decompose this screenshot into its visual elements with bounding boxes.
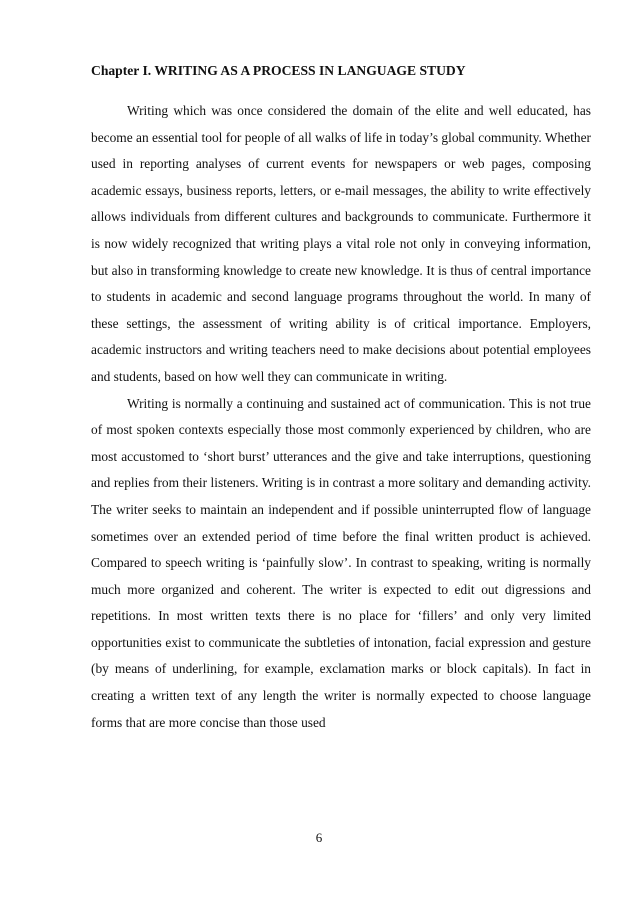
paragraph-1: Writing which was once considered the domain of the elite and well educated, has become an essential tool for people of all walks of life in today’s global community. Whether used in reporting analyses of current events for newspapers or web pages, composing academic essays, business reports, letters, or e-mail messages, the ability to write effectively allows individuals from different cultures and backgrounds to communicate. Furthermore it is now widely recognized that writing plays a vital role not only in conveying information, but also in transforming knowledge to create new knowledge. It is thus of central importance to students in academic and second language programs throughout the world. In many of these settings, the assessment of writing ability is of critical importance. Employers, academic instructors and writing teachers need to make decisions about potential employees and students, based on how well they can communicate in writing. [91, 103, 591, 384]
page-number: 6 [315, 830, 323, 845]
chapter-heading: Chapter I. WRITING AS A PROCESS IN LANGUAGE STUDY [91, 63, 466, 78]
body-text [91, 98, 591, 736]
paragraph-2: Writing is normally a continuing and sustained act of communication. This is not true of most spoken contexts especially those most commonly experienced by children, who are most accustomed to ‘short burst’ utterances and the give and take interruptions, questioning and replies from their listeners. Writing is in contrast a more solitary and demanding activity. The writer seeks to maintain an independent and if possible uninterrupted flow of language sometimes over an extended period of time before the final written product is achieved. Compared to speech writing is ‘painfully slow’. In contrast to speaking, writing is normally much more organized and coherent. The writer is expected to edit out digressions and repetitions. In most written texts there is no place for ‘fillers’ and only very limited opportunities exist to communicate the subtleties of intonation, facial expression and gesture (by means of underlining, for example, exclamation marks or block capitals). In fact in creating a written text of any length the writer is normally expected to choose language forms that are more concise than those used [91, 395, 591, 730]
